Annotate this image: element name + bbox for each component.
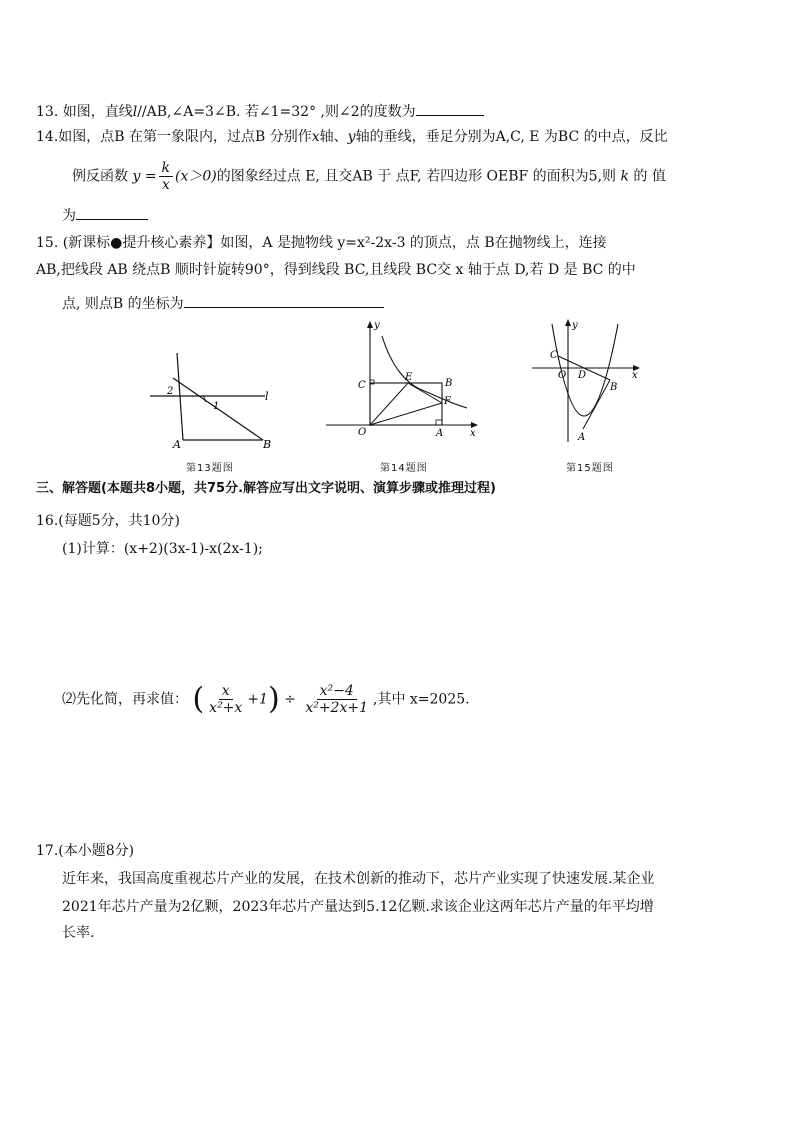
f14-O: O [358,427,367,438]
figure-15 [528,318,648,444]
f15-O: O [558,370,567,381]
caption-fig14: 第14题图 [380,463,428,474]
q14-answer-blank[interactable] [76,204,148,220]
section3-heading: 三、解答题(本题共8小题，共75分.解答应写出文字说明、演算步骤或推理过程) [36,481,496,496]
f13-l: l [265,390,269,403]
q13-l: l [132,104,138,120]
q17-line2: 2021年芯片产量为2亿颗，2023年芯片产量达到5.12亿颗.求该企业这两年芯片产量的年平均增 [62,899,654,915]
q14-x: x [311,129,320,145]
q16-head: 16.(每题5分，共10分) [36,513,180,529]
f15-y: y [572,320,578,331]
q14-line2 [72,160,666,193]
q14-func-y: y = [132,168,157,185]
q15-line1-text: 15. (新课标●提升核心素养】如图，A 是抛物线 y=x²-2x-3 的顶点，点 B在抛物线上，连接 [36,235,607,251]
q16-lparen: ( [192,681,205,717]
f14-C: C [358,380,366,391]
q13-line [36,100,484,122]
f14-x: x [470,428,476,439]
q14-line3 [62,204,148,226]
q16-frac2-den: x²+2x+1 [305,700,368,716]
q14-func-den: x [161,177,170,193]
q14-k: k [620,168,629,185]
q16-part2 [62,683,470,716]
q16-frac2 [302,683,371,716]
q15-line3-text: 点, 则点B 的坐标为 [62,296,184,312]
f13-one: 1 [213,401,220,412]
f13-B: B [263,438,272,448]
q14-line1 [36,127,668,147]
q14-line3-text: 为 [62,208,76,224]
f15-B: B [610,382,618,393]
figure-14 [322,318,482,440]
figure-13 [145,348,275,448]
f13-two: 2 [167,386,174,397]
q14-y: y [347,129,356,145]
q14-line1-post: 轴的垂线，垂足分别为A,C, E 为BC 的中点，反比 [355,129,668,145]
q14-line2-end: 的 值 [633,168,666,185]
q13-answer-blank[interactable] [416,100,484,116]
q13-text: 13. 如图，直线 [36,104,133,120]
q16-frac1-den: x²+x [209,700,243,716]
q14-func-cond: (x＞0) [175,168,217,185]
q15-answer-blank[interactable] [184,292,384,308]
q17-line1: 近年来，我国高度重视芯片产业的发展，在技术创新的推动下，芯片产业实现了快速发展.某企业 [62,871,655,887]
q17-head: 17.(本小题8分) [36,843,135,859]
q16-frac2-num: x²−4 [317,683,357,700]
f15-A: A [578,432,586,443]
q16-div: ÷ [284,691,296,708]
q14-line2-pre: 例反函数 [72,168,128,185]
q16-frac1 [206,683,245,716]
q15-line1 [36,233,607,253]
f15-C: C [550,350,558,361]
q16-rparen: ) [267,681,280,717]
f13-A: A [173,438,181,448]
f14-B: B [445,378,453,389]
q14-func-fraction [159,160,173,193]
q16-plus1: +1 [247,691,268,708]
q17-line3: 长率. [62,925,95,941]
f14-E: E [405,372,413,383]
q16-part1: (1)计算：(x+2)(3x-1)-x(2x-1); [62,541,263,557]
q14-line1-pre: 14.如图，点B 在第一象限内，过点B 分别作 [36,129,312,145]
q14-func-num: k [159,160,173,177]
caption-fig13: 第13题图 [186,463,234,474]
q15-line2-text: AB,把线段 AB 绕点B 顺时针旋转90°，得到线段 BC,且线段 BC交 x 轴于点 D,若 D 是 BC 的中 [36,262,636,278]
q16-part2-pre: ⑵先化简，再求值： [62,691,188,708]
q14-line2-post: 的图象经过点 E, 且交AB 于 点F, 若四边形 OEBF 的面积为5,则 [216,168,617,185]
caption-fig15: 第15题图 [566,463,614,474]
f14-F: F [444,396,451,407]
q16-frac1-num: x [219,683,233,700]
q16-part2-post: ,其中 x=2025. [373,691,470,708]
q13-rest: //AB,∠A=3∠B. 若∠1=32° ,则∠2的度数为 [137,104,416,120]
f14-A: A [436,428,444,439]
q15-line3 [62,292,384,314]
f15-D: D [578,370,587,381]
q15-line2 [36,260,636,280]
q14-line1-mid: 轴、 [319,129,348,145]
f15-x: x [632,370,638,381]
f14-y: y [374,320,380,331]
